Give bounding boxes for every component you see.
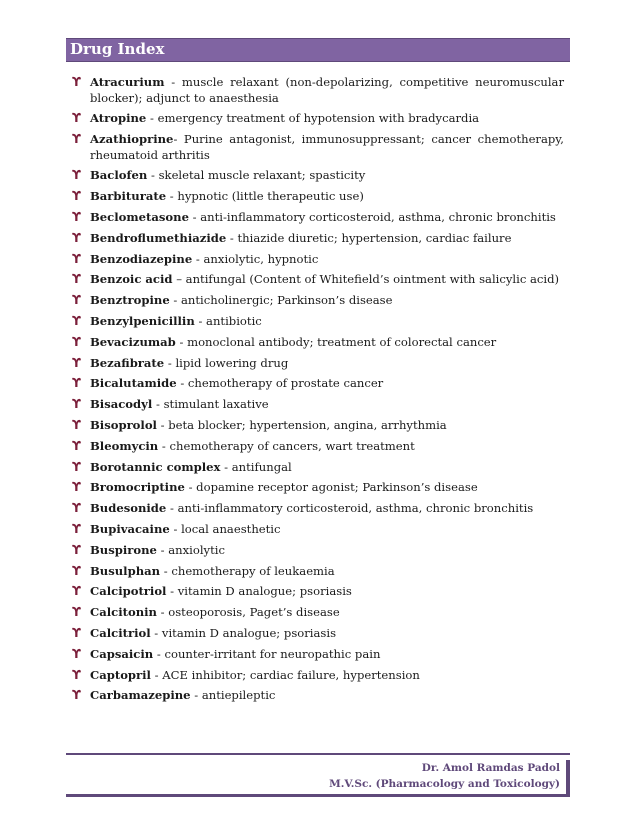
drug-name: Bleomycin: [90, 438, 159, 453]
drug-name: Buspirone: [90, 542, 157, 557]
drug-name: Budesonide: [90, 501, 167, 516]
list-item: [72, 314, 564, 330]
bullet-icon: ϒ: [72, 584, 81, 599]
bullet-icon: ϒ: [72, 688, 81, 703]
bullet-icon: ϒ: [72, 605, 81, 620]
bullet-icon: ϒ: [72, 563, 81, 578]
bullet-icon: ϒ: [72, 417, 81, 432]
bullet-icon: ϒ: [72, 209, 81, 224]
drug-name: Calcipotriol: [90, 584, 167, 599]
drug-description: - muscle relaxant (non-depolarizing, competitive neuromuscular blocker); adjunct to anaesthesia: [90, 75, 564, 105]
bullet-icon: ϒ: [72, 542, 81, 557]
drug-description: - antiepileptic: [190, 688, 276, 703]
list-item: [72, 168, 564, 184]
drug-description: - anxiolytic: [156, 542, 225, 557]
bullet-icon: ϒ: [72, 355, 81, 370]
drug-description: - thiazide diuretic; hypertension, cardiac failure: [226, 230, 512, 245]
drug-description: - skeletal muscle relaxant; spasticity: [147, 168, 366, 183]
drug-name: Bisoprolol: [90, 417, 157, 432]
drug-name: Bisacodyl: [90, 397, 153, 412]
bullet-icon: ϒ: [72, 646, 81, 661]
list-item: [72, 75, 564, 106]
list-item: [72, 564, 564, 580]
drug-description: - monoclonal antibody; treatment of colorectal cancer: [175, 334, 497, 349]
bullet-icon: ϒ: [72, 334, 81, 349]
drug-name: Azathioprine: [90, 132, 174, 147]
title-bar: [66, 38, 570, 62]
drug-description: - emergency treatment of hypotension with bradycardia: [146, 111, 480, 126]
list-item: [72, 252, 564, 268]
drug-description: – antifungal (Content of Whitefield’s ointment with salicylic acid): [172, 272, 560, 287]
drug-name: Captopril: [90, 667, 151, 682]
list-item: [72, 605, 564, 621]
drug-name: Bendroflumethiazide: [90, 230, 227, 245]
bullet-icon: ϒ: [72, 168, 81, 183]
list-item: [72, 460, 564, 476]
drug-description: - antifungal: [220, 459, 292, 474]
bullet-icon: ϒ: [72, 438, 81, 453]
list-item: [72, 189, 564, 205]
bullet-icon: ϒ: [72, 397, 81, 412]
list-item: [72, 132, 564, 163]
bullet-icon: ϒ: [72, 667, 81, 682]
drug-name: Bevacizumab: [90, 334, 176, 349]
drug-name: Baclofen: [90, 168, 148, 183]
drug-name: Capsaicin: [90, 646, 154, 661]
drug-description: - vitamin D analogue; psoriasis: [150, 625, 337, 640]
drug-description: - vitamin D analogue; psoriasis: [166, 584, 352, 599]
drug-description: - Purine antagonist, immunosuppressant; cancer chemotherapy, rheumatoid arthritis: [90, 132, 564, 162]
list-item: [72, 356, 564, 372]
drug-description: - antibiotic: [194, 313, 262, 328]
list-item: [72, 688, 564, 704]
drug-name: Beclometasone: [90, 209, 189, 224]
bullet-icon: ϒ: [72, 501, 81, 516]
list-item: [72, 335, 564, 351]
drug-description: - dopamine receptor agonist; Parkinson’s disease: [184, 480, 478, 495]
page-title: Drug Index: [70, 40, 165, 58]
list-item: [72, 626, 564, 642]
footer: [66, 760, 570, 797]
drug-name: Bicalutamide: [90, 376, 177, 391]
footer-author: Dr. Amol Ramdas Padol: [421, 762, 560, 774]
drug-name: Bupivacaine: [90, 521, 170, 536]
drug-name: Atropine: [90, 111, 147, 126]
drug-name: Bromocriptine: [90, 480, 185, 495]
list-item: [72, 584, 564, 600]
list-item: [72, 376, 564, 392]
list-item: [72, 480, 564, 496]
bullet-icon: ϒ: [72, 459, 81, 474]
bullet-icon: ϒ: [72, 132, 81, 147]
bullet-icon: ϒ: [72, 272, 81, 287]
bullet-icon: ϒ: [72, 293, 81, 308]
drug-name: Benzodiazepine: [90, 251, 193, 266]
drug-description: - chemotherapy of leukaemia: [160, 563, 335, 578]
list-item: [72, 543, 564, 559]
list-item: [72, 522, 564, 538]
drug-name: Borotannic complex: [90, 459, 221, 474]
drug-list: [72, 75, 564, 709]
drug-description: - lipid lowering drug: [164, 355, 289, 370]
list-item: [72, 439, 564, 455]
drug-name: Benzylpenicillin: [90, 313, 195, 328]
drug-name: Calcitonin: [90, 605, 157, 620]
drug-name: Benzoic acid: [90, 272, 173, 287]
drug-name: Busulphan: [90, 563, 161, 578]
drug-description: - chemotherapy of prostate cancer: [176, 376, 384, 391]
list-item: [72, 272, 564, 288]
list-item: [72, 501, 564, 517]
drug-description: - osteoporosis, Paget’s disease: [156, 605, 340, 620]
drug-name: Barbiturate: [90, 189, 167, 204]
bullet-icon: ϒ: [72, 376, 81, 391]
bullet-icon: ϒ: [72, 521, 81, 536]
drug-description: - counter-irritant for neuropathic pain: [153, 646, 381, 661]
drug-description: - ACE inhibitor; cardiac failure, hypertension: [150, 667, 420, 682]
bullet-icon: ϒ: [72, 251, 81, 266]
list-item: [72, 210, 564, 226]
drug-description: - hypnotic (little therapeutic use): [166, 189, 364, 204]
bullet-icon: ϒ: [72, 625, 81, 640]
bullet-icon: ϒ: [72, 313, 81, 328]
bullet-icon: ϒ: [72, 480, 81, 495]
bullet-icon: ϒ: [72, 75, 81, 89]
footer-divider: [66, 753, 570, 755]
list-item: [72, 647, 564, 663]
footer-qualification: M.V.Sc. (Pharmacology and Toxicology): [329, 778, 560, 790]
bullet-icon: ϒ: [72, 189, 81, 204]
drug-description: - anti-inflammatory corticosteroid, asthma, chronic bronchitis: [188, 209, 556, 224]
list-item: [72, 293, 564, 309]
drug-description: - stimulant laxative: [152, 397, 269, 412]
list-item: [72, 111, 564, 127]
list-item: [72, 231, 564, 247]
drug-name: Calcitriol: [90, 625, 151, 640]
drug-name: Bezafibrate: [90, 355, 165, 370]
drug-name: Carbamazepine: [90, 688, 191, 703]
list-item: [72, 668, 564, 684]
drug-description: - anticholinergic; Parkinson’s disease: [169, 293, 393, 308]
bullet-icon: ϒ: [72, 111, 81, 126]
drug-description: - anti-inflammatory corticosteroid, asthma, chronic bronchitis: [166, 501, 534, 516]
drug-name: Benztropine: [90, 293, 170, 308]
list-item: [72, 397, 564, 413]
drug-name: Atracurium: [90, 75, 165, 89]
bullet-icon: ϒ: [72, 230, 81, 245]
drug-description: - beta blocker; hypertension, angina, arrhythmia: [156, 417, 447, 432]
drug-description: - anxiolytic, hypnotic: [192, 251, 319, 266]
drug-description: - chemotherapy of cancers, wart treatment: [158, 438, 415, 453]
drug-description: - local anaesthetic: [169, 521, 281, 536]
list-item: [72, 418, 564, 434]
